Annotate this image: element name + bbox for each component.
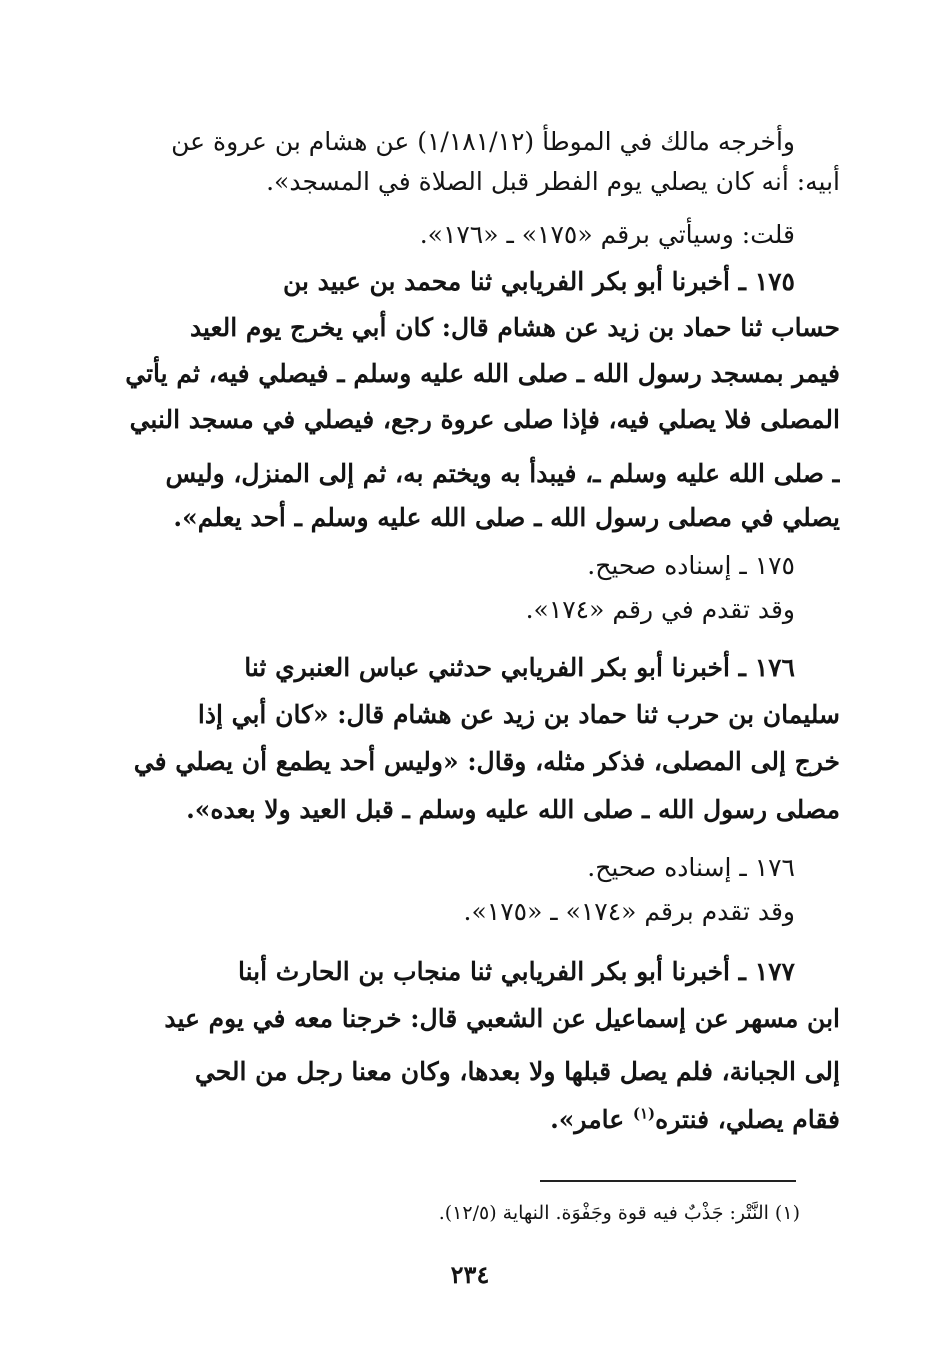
hadith-176-line: خرج إلى المصلى، فذكر مثله، وقال: «وليس أحد يطمع أن يصلي في [133,747,840,776]
footnote: (١) النَّتْر: جَذْبٌ فيه قوة وجَفْوَة. النهاية (١٢/٥). [438,1202,800,1224]
footnote-marker[interactable]: (١) [632,1104,656,1123]
footnote-separator [540,1180,796,1182]
hadith-177-line: إلى الجبانة، فلم يصل قبلها ولا بعدها، وكان معنا رجل من الحي [194,1057,840,1086]
hadith-175-line: ـ صلى الله عليه وسلم ـ، فيبدأ به ويختم به، ثم إلى المنزل، وليس [165,459,840,488]
hadith-177-text: عامر». [550,1105,633,1134]
hadith-175-line: فيمر بمسجد رسول الله ـ صلى الله عليه وسلم ـ فيصلي فيه، ثم يأتي [125,359,840,388]
hadith-175-line: ١٧٥ ـ أخبرنا أبو بكر الفريابي ثنا محمد بن عبيد بن [282,267,795,296]
commentary-175-line: ١٧٥ ـ إسناده صحيح. [587,551,795,580]
hadith-175-line: يصلي في مصلى رسول الله ـ صلى الله عليه وسلم ـ أحد يعلم». [173,503,840,532]
hadith-177-text: فقام يصلي، فنتره [655,1105,840,1134]
hadith-176-line: ١٧٦ ـ أخبرنا أبو بكر الفريابي حدثني عباس العنبري ثنا [244,653,795,682]
hadith-177-line: ابن مسهر عن إسماعيل عن الشعبي قال: خرجنا معه في يوم عيد [164,1004,840,1033]
hadith-176-line: مصلى رسول الله ـ صلى الله عليه وسلم ـ قبل العيد ولا بعده». [186,795,840,824]
text-line: قلت: وسيأتي برقم «١٧٥» ـ «١٧٦». [419,220,795,249]
hadith-175-line: المصلى فلا يصلي فيه، فإذا صلى عروة رجع، فيصلي في مسجد النبي [129,405,840,434]
commentary-175-line: وقد تقدم في رقم «١٧٤». [525,595,795,624]
hadith-177-line: ١٧٧ ـ أخبرنا أبو بكر الفريابي ثنا منجاب بن الحارث أبنا [237,957,795,986]
hadith-176-line: سليمان بن حرب ثنا حماد بن زيد عن هشام قال: «كان أبي إذا [197,700,840,729]
text-line: وأخرجه مالك في الموطأ (١/١٨١/١٢) عن هشام بن عروة عن [171,127,795,156]
text-line: أبيه: أنه كان يصلي يوم الفطر قبل الصلاة في المسجد». [266,167,840,196]
commentary-176-line: وقد تقدم برقم «١٧٤» ـ «١٧٥». [463,897,795,926]
hadith-177-line [100,1100,840,1140]
page-number: ٢٣٤ [450,1260,490,1289]
hadith-175-line: حساب ثنا حماد بن زيد عن هشام قال: كان أبي يخرج يوم العيد [189,313,840,342]
commentary-176-line: ١٧٦ ـ إسناده صحيح. [587,853,795,882]
